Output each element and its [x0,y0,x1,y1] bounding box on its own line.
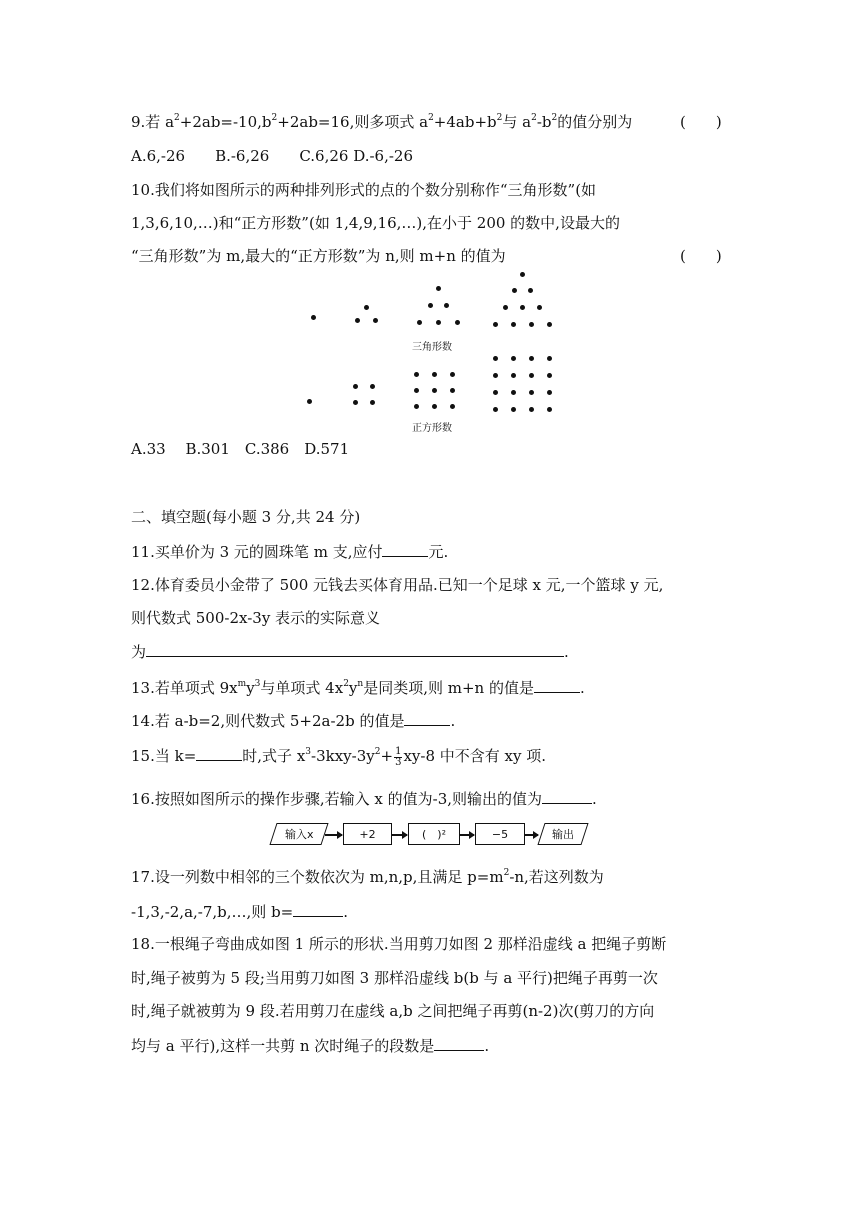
dot [511,407,516,412]
dot [493,407,498,412]
dot [450,404,455,409]
dot [455,320,460,325]
flow-arrow [525,834,538,836]
question-9-answer-parens: ( ) [680,113,722,131]
square-numbers-label: 正方形数 [412,423,452,434]
dot [370,384,375,389]
dot [432,404,437,409]
question-12-line-3: 为 . [131,643,569,661]
flow-step-add-2: +2 [343,823,392,845]
dot [547,407,552,412]
dot [493,322,498,327]
dot [493,373,498,378]
answer-blank[interactable] [434,1035,484,1051]
question-12-line-2: 则代数式 500-2x-3y 表示的实际意义 [131,609,381,627]
flow-input-box: 输入x [269,823,328,845]
answer-blank[interactable] [196,745,242,761]
dot [529,373,534,378]
dot [428,303,433,308]
question-15-text: 15.当 k= 时,式子 $x^3-3kxy-3y^2+$ $\frac{1}{3}$ xy-8 中不含有 xy 项. [131,745,546,768]
dot [511,373,516,378]
question-11-text: 11.买单价为 3 元的圆珠笔 m 支,应付 元. [131,543,449,561]
question-9-options: A.6,-26 B.-6,26 C.6,26 D.-6,-26 [131,147,413,165]
dot [511,356,516,361]
dot [547,356,552,361]
triangle-numbers-label: 三角形数 [412,342,452,353]
question-13-text: 13.若单项式 $9x^my^3$与单项式 $4x^2y^n$是同类项,则 m+n 的值是 . [131,679,585,697]
dot [414,388,419,393]
dot [529,407,534,412]
flow-step-subtract-5: −5 [475,823,525,845]
question-10-line-3: “三角形数”为 m,最大的“正方形数”为 n,则 m+n 的值为 [131,247,506,265]
question-17-line-2: -1,3,-2,a,-7,b,…,则 b= . [131,903,349,921]
answer-blank[interactable] [146,641,564,657]
question-14-text: 14.若 a-b=2,则代数式 5+2a-2b 的值是 . [131,712,456,730]
dot [414,372,419,377]
dot [417,320,422,325]
dot [436,286,441,291]
dot [373,318,378,323]
flow-arrow [392,834,407,836]
dot [493,390,498,395]
question-18-line-3: 时,绳子就被剪为 9 段.若用剪刀在虚线 a,b 之间把绳子再剪(n-2)次(剪刀的方向 [131,1002,655,1020]
dot [503,305,508,310]
dot [307,399,312,404]
flow-output-box: 输出 [537,823,588,845]
dot [511,390,516,395]
dot [520,305,525,310]
question-18-line-2: 时,绳子被剪为 5 段;当用剪刀如图 3 那样沿虚线 b(b 与 a 平行)把绳子再剪一次 [131,969,658,987]
dot [432,372,437,377]
question-10-answer-parens: ( ) [680,247,722,265]
dot [529,322,534,327]
dot [493,356,498,361]
dot [355,318,360,323]
fraction-one-third: $\frac{1}{3}$ [395,745,402,768]
flow-arrow [460,834,474,836]
question-12-line-1: 12.体育委员小金带了 500 元钱去买体育用品.已知一个足球 x 元,一个篮球 y 元, [131,576,664,594]
dot [353,384,358,389]
question-10-options: A.33 B.301 C.386 D.571 [131,440,350,458]
dot [414,404,419,409]
dot [529,356,534,361]
dot [529,390,534,395]
question-17-line-1: 17.设一列数中相邻的三个数依次为 m,n,p,且满足 $p=m^2-n$,若这列数为 [131,868,604,886]
dot [511,322,516,327]
dot [547,390,552,395]
question-9-text: 9.若 $a^2+2ab=-10,b^2+2ab=16$,则多项式 $a^2+4ab+b^2$与 $a^2-b^2$的值分别为 [131,113,633,131]
dot [528,288,533,293]
dot [364,305,369,310]
question-18-line-4: 均与 a 平行),这样一共剪 n 次时绳子的段数是 . [131,1037,490,1055]
answer-blank[interactable] [542,788,592,804]
dot [444,303,449,308]
dot [547,322,552,327]
dot [432,388,437,393]
dot [370,400,375,405]
answer-blank[interactable] [404,710,450,726]
question-10-line-1: 10.我们将如图所示的两种排列形式的点的个数分别称作“三角形数”(如 [131,181,597,199]
dot [311,315,316,320]
answer-blank[interactable] [382,541,428,557]
dot [450,388,455,393]
question-10-line-2: 1,3,6,10,…)和“正方形数”(如 1,4,9,16,…),在小于 200 的数中,设最大的 [131,214,620,232]
answer-blank[interactable] [293,901,343,917]
flow-step-square: ( )² [408,823,460,845]
dot [520,272,525,277]
flow-arrow [325,834,342,836]
dot [547,373,552,378]
question-18-line-1: 18.一根绳子弯曲成如图 1 所示的形状.当用剪刀如图 2 那样沿虚线 a 把绳子剪断 [131,935,667,953]
section-2-heading: 二、填空题(每小题 3 分,共 24 分) [131,508,361,526]
dot [512,288,517,293]
dot [436,320,441,325]
dot [537,305,542,310]
answer-blank[interactable] [534,677,580,693]
dot [353,400,358,405]
question-16-text: 16.按照如图所示的操作步骤,若输入 x 的值为-3,则输出的值为 . [131,790,597,808]
dot [450,372,455,377]
